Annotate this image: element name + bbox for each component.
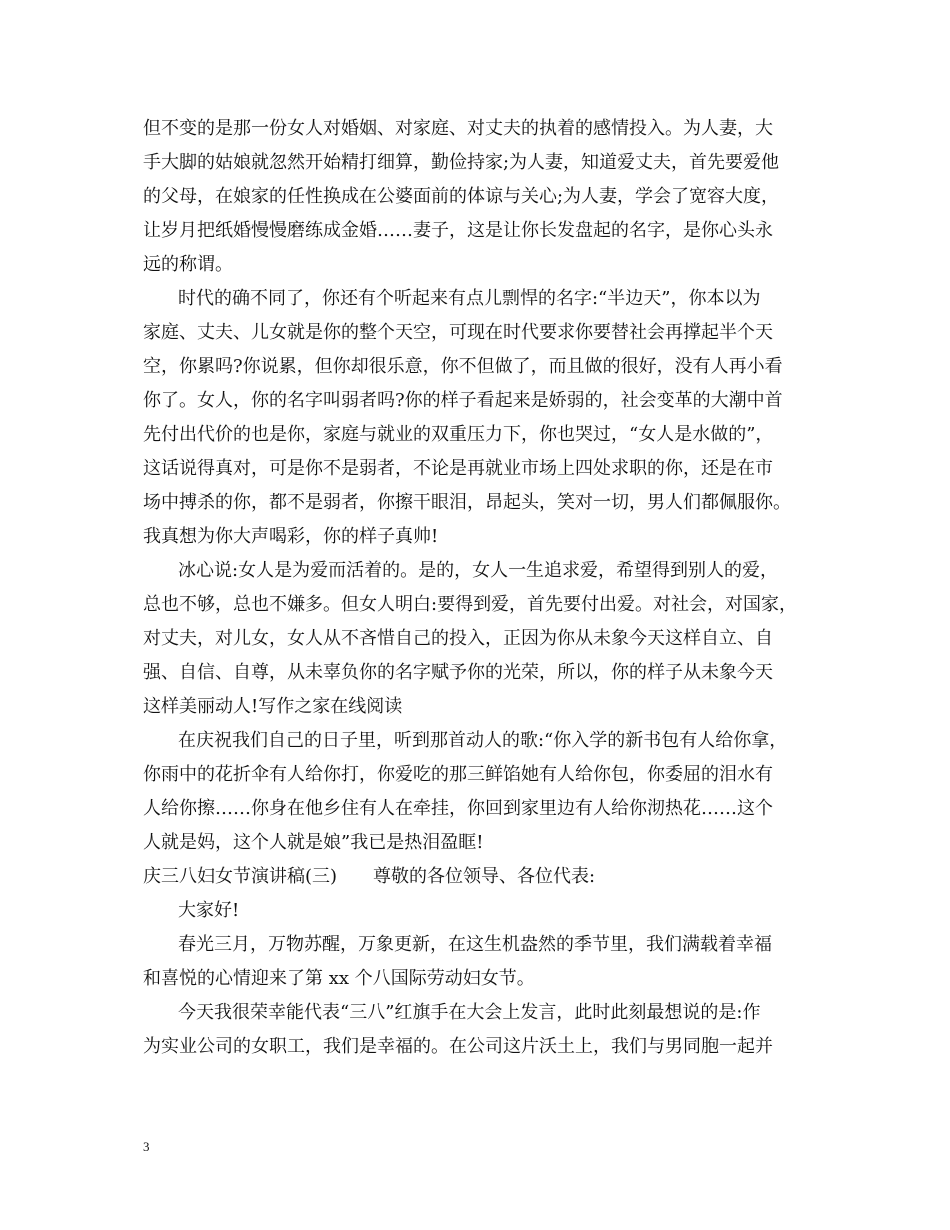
text-line: 远的称谓。 bbox=[143, 254, 233, 275]
text-line: 我真想为你大声喝彩，你的样子真帅! bbox=[143, 526, 439, 547]
text-line: 强、自信、自尊，从未辜负你的名字赋予你的光荣，所以，你的样子从未象今天 bbox=[143, 662, 773, 683]
paragraph-first-line: 在庆祝我们自己的日子里，听到那首动人的歌:“你入学的新书包有人给你拿， bbox=[178, 730, 788, 751]
text-line: 这话说得真对，可是你不是弱者，不论是再就业市场上四处求职的你，还是在市 bbox=[143, 458, 773, 479]
paragraph-first-line: 今天我很荣幸能代表“三八”红旗手在大会上发言，此时此刻最想说的是:作 bbox=[178, 1002, 761, 1023]
paragraph-first-line: 春光三月，万物苏醒，万象更新，在这生机盎然的季节里，我们满载着幸福 bbox=[178, 934, 772, 955]
text-line: 你了。女人，你的名字叫弱者吗?你的样子看起来是娇弱的，社会变革的大潮中首 bbox=[143, 390, 783, 411]
text-line: 让岁月把纸婚慢慢磨练成金婚……妻子，这是让你长发盘起的名字，是你心头永 bbox=[143, 220, 773, 241]
paragraph-first-line: 冰心说:女人是为爱而活着的。是的，女人一生追求爱，希望得到别人的爱， bbox=[178, 560, 779, 581]
text-line: 和喜悦的心情迎来了第 xx 个八国际劳动妇女节。 bbox=[143, 968, 535, 989]
greeting-line: 大家好! bbox=[178, 900, 240, 921]
text-line: 这样美丽动人!写作之家在线阅读 bbox=[143, 696, 403, 717]
text-line: 你雨中的花折伞有人给你打，你爱吃的那三鲜馅她有人给你包，你委屈的泪水有 bbox=[143, 764, 773, 785]
section-heading: 庆三八妇女节演讲稿(三) 尊敬的各位领导、各位代表: bbox=[143, 866, 596, 887]
text-line: 手大脚的姑娘就忽然开始精打细算，勤俭持家;为人妻，知道爱丈夫，首先要爱他 bbox=[143, 152, 780, 173]
text-line: 的父母，在娘家的任性换成在公婆面前的体谅与关心;为人妻，学会了宽容大度， bbox=[143, 186, 780, 207]
text-line: 人就是妈，这个人就是娘”我已是热泪盈眶! bbox=[143, 832, 484, 853]
text-line: 对丈夫，对儿女，女人从不吝惜自己的投入，正因为你从未象今天这样自立、自 bbox=[143, 628, 773, 649]
paragraph-first-line: 时代的确不同了，你还有个听起来有点儿剽悍的名字:“半边天”，你本以为 bbox=[178, 288, 761, 309]
text-line: 总也不够，总也不嫌多。但女人明白:要得到爱，首先要付出爱。对社会，对国家， bbox=[143, 594, 798, 615]
text-line: 为实业公司的女职工，我们是幸福的。在公司这片沃土上，我们与男同胞一起并 bbox=[143, 1036, 773, 1057]
text-line: 场中搏杀的你，都不是弱者，你擦干眼泪，昂起头，笑对一切，男人们都佩服你。 bbox=[143, 492, 791, 513]
text-line: 先付出代价的也是你，家庭与就业的双重压力下，你也哭过，“女人是水做的”， bbox=[143, 424, 774, 445]
page-number: 3 bbox=[143, 1139, 150, 1154]
text-line: 但不变的是那一份女人对婚姻、对家庭、对丈夫的执着的感情投入。为人妻，大 bbox=[143, 118, 773, 139]
text-line: 空，你累吗?你说累，但你却很乐意，你不但做了，而且做的很好，没有人再小看 bbox=[143, 356, 783, 377]
text-line: 人给你擦……你身在他乡住有人在牵挂，你回到家里边有人给你沏热花……这个 bbox=[143, 798, 773, 819]
text-line: 家庭、丈夫、儿女就是你的整个天空，可现在时代要求你要替社会再撑起半个天 bbox=[143, 322, 773, 343]
